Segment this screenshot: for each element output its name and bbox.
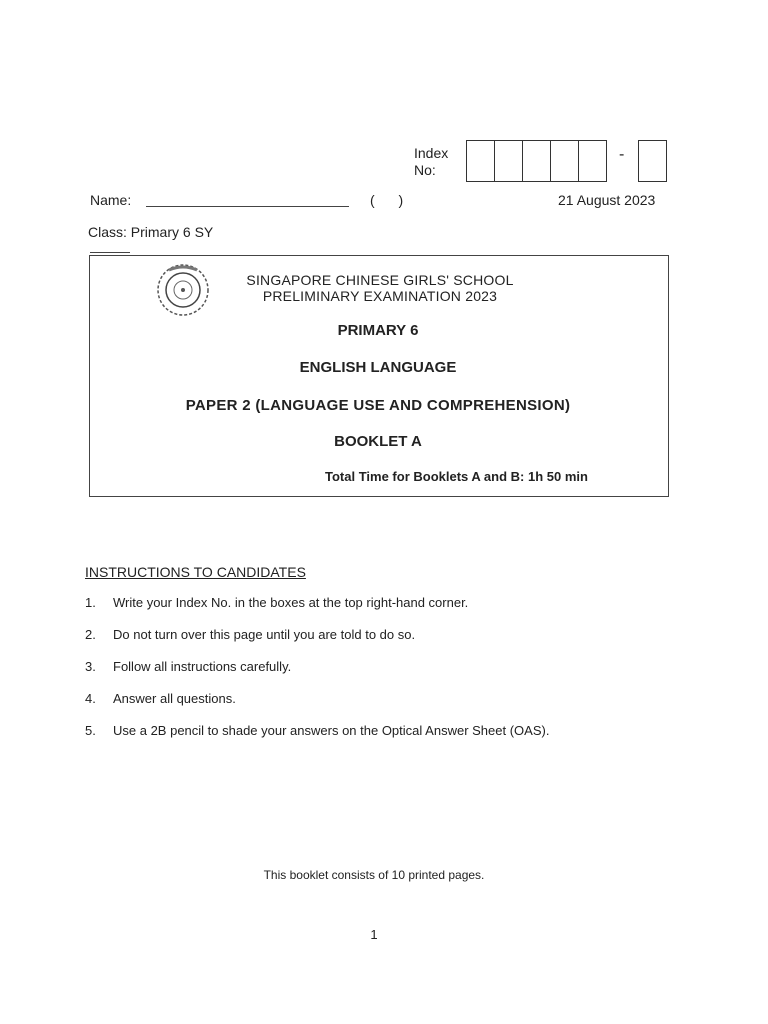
list-item: 4. Answer all questions. (85, 691, 236, 706)
index-separator: - (619, 146, 625, 163)
index-number-boxes[interactable] (466, 140, 606, 182)
school-name: SINGAPORE CHINESE GIRLS' SCHOOL PRELIMINARY EXAMINATION 2023 (246, 272, 514, 304)
instructions-list (85, 595, 549, 755)
index-digit-box[interactable] (466, 140, 495, 182)
index-check-box[interactable] (638, 140, 667, 182)
list-item: 5. Use a 2B pencil to shade your answers on the Optical Answer Sheet (OAS). (85, 723, 550, 738)
booklet-heading: BOOKLET A (334, 433, 422, 450)
instructions-title: INSTRUCTIONS TO CANDIDATES (85, 564, 306, 580)
school-crest-icon (155, 262, 211, 318)
subject-heading: ENGLISH LANGUAGE (299, 359, 457, 376)
level-heading: PRIMARY 6 (337, 322, 419, 339)
pages-note: This booklet consists of 10 printed pages. (263, 868, 485, 882)
index-digit-box[interactable] (550, 140, 579, 182)
index-digit-box[interactable] (494, 140, 523, 182)
page-number: 1 (370, 927, 378, 942)
index-label: Index No: (414, 145, 449, 178)
index-digit-box[interactable] (522, 140, 551, 182)
list-item: 3. Follow all instructions carefully. (85, 659, 292, 674)
class-label: Class: Primary 6 SY (88, 224, 214, 240)
name-field[interactable] (146, 206, 349, 207)
total-time: Total Time for Booklets A and B: 1h 50 min (325, 469, 588, 484)
register-number-field[interactable]: ( ) (370, 192, 404, 208)
exam-date: 21 August 2023 (558, 192, 656, 208)
list-item: 1. Write your Index No. in the boxes at the top right-hand corner. (85, 595, 469, 610)
divider (90, 252, 130, 253)
list-item: 2. Do not turn over this page until you are told to do so. (85, 627, 416, 642)
paper-heading: PAPER 2 (LANGUAGE USE AND COMPREHENSION) (185, 397, 571, 414)
index-digit-box[interactable] (578, 140, 607, 182)
name-label: Name: (90, 192, 132, 208)
